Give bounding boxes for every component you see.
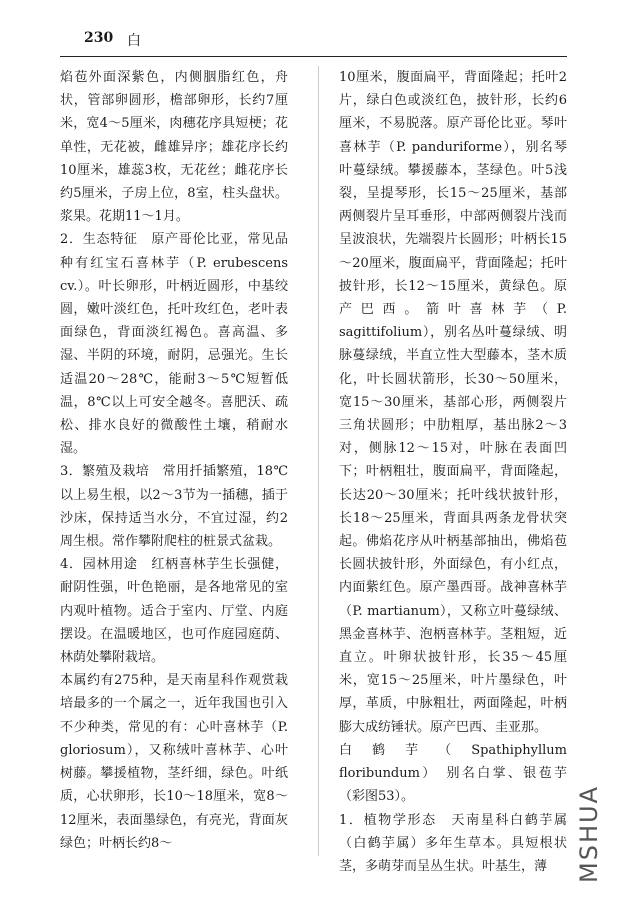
watermark: MSHUA [575,785,603,883]
paragraph: 4．园林用途 红柄喜林芋生长强健，耐阴性强，叶色艳丽，是各地常见的室内观叶植物。适合于室内、厅堂、内庭摆设。在温暖地区，也可作庭园庭荫、林荫处攀附栽培。 [60,557,288,666]
paragraph: 本属约有275种，是天南星科作观赏栽培最多的一个属之一，近年我国也引入不少种类，常见的有：心叶喜林芋（P. gloriosum），又称绒叶喜林芋、心叶树藤。攀援植物，茎纤细，绿色。叶纸质，心状卵形，长10～18厘米，宽8～12厘米，表面墨绿色，有亮光，背面灰绿色；叶柄长约8～ [60,673,288,851]
paragraph: 10厘米，腹面扁平，背面隆起；托叶2片，绿白色或淡红色，披针形，长约6厘米，不易脱落。原产哥伦比亚。琴叶喜林芋（P. panduriforme），别名琴叶蔓绿绒。攀援藤本，茎绿色。叶5浅裂，呈提琴形，长15～25厘米，基部两侧裂片呈耳垂形，中部两侧裂片浅而呈波浪状，先端裂片长圆形；叶柄长15～20厘米，腹面扁平，背面隆起；托叶披针形，长12～15厘米，黄绿色。原产巴西。箭叶喜林芋（P. sagittifolium），别名丛叶蔓绿绒、明脉蔓绿绒，半直立性大型藤本，茎木质化，叶长圆状箭形，长30～50厘米，宽15～30厘米，基部心形，两侧裂片三角状圆形；中肋粗厚，基出脉2～3对，侧脉12～15对，叶脉在表面凹下；叶柄粗壮，腹面扁平，背面隆起，长达20～30厘米；托叶线状披针形，长18～25厘米，背面具两条龙骨状突起。佛焰花序从叶柄基部抽出，佛焰苞长圆状披针形，外面绿色，有小红点，内面紫红色。原产墨西哥。战神喜林芋（P. martianum），又称立叶蔓绿绒、黑金喜林芋、泡柄喜林芋。茎粗短，近直立。叶卵状披针形，长35～45厘米，宽15～25厘米，叶片墨绿色，叶厚，革质，中脉粗壮，两面隆起，叶柄膨大成纺锤状。原产巴西、圭亚那。 [339,70,567,735]
right-column [339,66,567,878]
left-column [60,66,288,855]
column-divider [318,66,319,856]
page-number: 230 [84,30,114,46]
section-heading-paragraph: 白鹤芋（Spathiphyllum floribundum） 别名白掌、银苞芋（彩图53）。 [339,742,567,805]
header-rule [60,56,567,57]
paragraph: 1．植物学形态 天南星科白鹤芋属（白鹤芋属）多年生草本。具短根状茎，多萌芽而呈丛生状。叶基生，薄 [339,812,567,874]
paragraph: 焰苞外面深紫色，内侧胭脂红色，舟状，管部卵圆形，檐部卵形，长约7厘米，宽4～5厘米，肉穗花序具短梗；花单性，无花被，雌雄异序；雄花序长约10厘米，雄蕊3枚，无花丝；雌花序长约5厘米，子房上位，8室，柱头盘状。浆果。花期11～1月。 [60,70,288,225]
running-head: 白 [127,33,141,49]
paragraph: 3．繁殖及栽培 常用扦插繁殖，18℃以上易生根，以2～3节为一插穗，插于沙床，保持适当水分，不宜过湿，约2周生根。常作攀附爬柱的桩景式盆栽。 [60,464,288,550]
paragraph: 2．生态特征 原产哥伦比亚，常见品种有红宝石喜林芋（P. erubescens cv.）。叶长卵形，叶柄近圆形，中基绞圆，嫩叶淡红色，托叶玫红色，老叶表面绿色，背面淡红褐色。喜高温、多湿、半阴的环境，耐阴，忌强光。生长适温20～28℃，能耐3～5℃短暂低温，8℃以上可安全越冬。喜肥沃、疏松、排水良好的微酸性土壤，稍耐水湿。 [60,232,288,457]
